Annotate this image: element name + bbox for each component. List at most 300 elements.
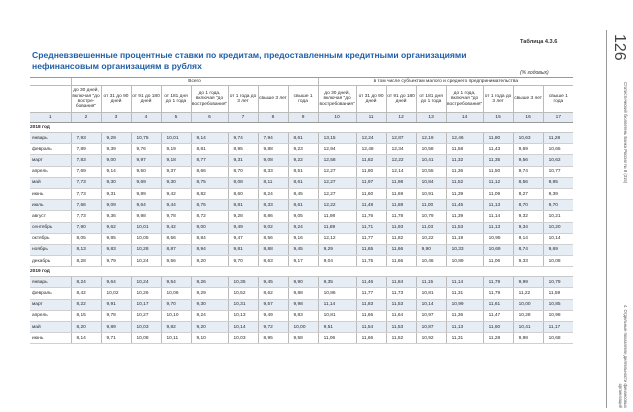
rate-cell: 11,66 [356,310,386,321]
rate-cell: 8,27 [513,188,543,199]
rate-cell: 9,71 [101,333,131,344]
rate-cell: 9,89 [101,322,131,333]
rate-cell: 11,66 [386,256,416,267]
rate-cell: 11,53 [386,322,416,333]
rate-cell: 9,88 [288,288,318,299]
rate-cell: 9,26 [191,277,228,288]
rate-cell: 9,32 [513,211,543,222]
rate-cell: 9,56 [513,155,543,166]
rate-cell: 10,79 [416,211,446,222]
rate-cell: 13,15 [318,133,356,144]
year-label: 2018 год [30,123,573,133]
column-header: от 181 дня до 1 года [416,86,446,113]
rate-cell: 11,80 [483,133,513,144]
rate-cell: 8,81 [228,200,258,211]
column-number: 12 [386,113,416,123]
month-cell: февраль [30,144,71,155]
rate-cell: 11,14 [318,299,356,310]
rate-cell: 9,78 [161,211,191,222]
rate-cell: 11,66 [356,333,386,344]
rate-cell: 10,11 [161,333,191,344]
rate-cell: 9,29 [101,133,131,144]
rate-cell: 9,95 [543,177,573,188]
rate-cell: 9,24 [191,310,228,321]
rate-cell: 9,98 [288,299,318,310]
rate-cell: 11,09 [483,188,513,199]
column-header: от 31 до 90 дней [356,86,386,113]
rate-cell: 11,84 [386,277,416,288]
month-cell: июнь [30,188,71,199]
rate-cell: 11,77 [356,233,386,244]
rate-cell: 10,14 [228,322,258,333]
rate-cell: 8,56 [258,233,288,244]
rate-cell: 11,98 [386,177,416,188]
rate-cell: 9,90 [416,244,446,255]
rate-cell: 9,74 [228,133,258,144]
column-number: 15 [483,113,513,123]
rate-cell: 8,60 [228,188,258,199]
rate-cell: 11,77 [356,288,386,299]
rate-cell: 11,32 [446,155,483,166]
rate-cell: 9,74 [513,166,543,177]
header-all: Всего [71,78,318,86]
table-row [30,200,573,211]
rate-cell: 7,83 [71,155,101,166]
rate-cell: 9,33 [513,256,543,267]
rate-cell: 9,28 [228,211,258,222]
rate-cell: 11,58 [446,144,483,155]
rate-cell: 9,04 [318,256,356,267]
rate-cell: 11,13 [446,322,483,333]
rate-cell: 10,84 [416,177,446,188]
rate-cell: 8,86 [258,211,288,222]
rate-cell: 9,97 [131,155,161,166]
rate-cell: 12,27 [318,166,356,177]
column-number: 2 [71,113,101,123]
rate-cell: 11,83 [356,299,386,310]
rate-cell: 9,47 [228,233,258,244]
rate-cell: 8,11 [258,177,288,188]
rate-cell: 10,06 [161,288,191,299]
rate-cell: 10,97 [416,310,446,321]
rate-cell: 9,62 [101,222,131,233]
column-header: свыше 1 года [543,86,573,113]
rate-cell: 8,63 [258,256,288,267]
column-header: свыше 1 года [288,86,318,113]
rate-cell: 9,36 [101,211,131,222]
rate-cell: 9,00 [101,155,131,166]
rate-cell: 11,60 [356,188,386,199]
rate-cell: 11,93 [386,222,416,233]
table-row [30,233,573,244]
rate-cell: 12,87 [386,133,416,144]
rate-cell: 9,37 [161,166,191,177]
column-header: до 30 дней, включая "до востребования" [71,86,101,113]
rate-cell: 12,48 [356,144,386,155]
rate-cell: 11,36 [446,166,483,177]
rate-cell: 10,91 [416,188,446,199]
rate-cell: 8,81 [191,144,228,155]
rate-cell: 9,30 [161,177,191,188]
rate-cell: 12,22 [386,155,416,166]
rate-cell: 11,31 [446,333,483,344]
rate-cell: 12,12 [318,233,356,244]
rate-cell: 8,14 [71,333,101,344]
rate-cell: 11,82 [356,155,386,166]
units-label: (% годовых) [520,70,549,76]
month-cell: декабрь [30,256,71,267]
rate-cell: 9,19 [161,144,191,155]
column-number: 1 [30,113,71,123]
rate-cell: 7,73 [71,177,101,188]
rate-cell: 11,52 [446,177,483,188]
rate-cell: 8,56 [161,233,191,244]
rate-cell: 10,62 [543,155,573,166]
rate-cell: 7,90 [71,222,101,233]
table-row [30,288,573,299]
rate-cell: 12,24 [356,133,386,144]
table-row [30,244,573,255]
rate-cell: 9,29 [318,244,356,255]
rates-table-body [30,113,573,344]
rate-cell: 9,81 [228,244,258,255]
rate-cell: 10,52 [228,288,258,299]
rate-cell: 9,49 [258,310,288,321]
rate-cell: 12,46 [446,133,483,144]
rate-cell: 11,36 [446,310,483,321]
rate-cell: 9,08 [228,177,258,188]
header-group-row [30,78,573,86]
header-columns-row [30,86,573,113]
month-cell: август [30,211,71,222]
rate-cell: 9,00 [191,222,228,233]
rate-cell: 11,50 [483,166,513,177]
rate-cell: 8,95 [258,333,288,344]
rate-cell: 9,88 [258,144,288,155]
rate-cell: 8,05 [71,233,101,244]
column-header: от 181 дня до 1 года [161,86,191,113]
rate-cell: 8,20 [71,322,101,333]
rate-cell: 10,08 [131,333,161,344]
rate-cell: 9,14 [513,233,543,244]
rate-cell: 11,22 [513,288,543,299]
month-cell: январь [30,277,71,288]
rate-cell: 8,84 [191,233,228,244]
rate-cell: 10,03 [131,322,161,333]
rate-cell: 10,14 [416,299,446,310]
rate-cell: 11,47 [483,310,513,321]
table-title: Средневзвешенные процентные ставки по кредитам, предоставленным кредитными организациями нефинансовым организациям в рублях [32,50,467,71]
rate-cell: 11,61 [483,299,513,310]
rate-cell: 10,10 [161,310,191,321]
month-cell: февраль [30,288,71,299]
rate-cell: 8,94 [191,244,228,255]
rate-cell: 8,61 [288,177,318,188]
rate-cell: 10,05 [131,233,161,244]
rate-cell: 9,69 [513,144,543,155]
rate-cell: 9,85 [101,233,131,244]
rate-cell: 12,27 [318,177,356,188]
page-number: 126 [611,34,628,61]
rate-cell: 12,27 [318,188,356,199]
rate-cell: 10,85 [543,299,573,310]
rate-cell: 9,82 [161,322,191,333]
rate-cell: 8,75 [191,177,228,188]
rate-cell: 9,20 [191,256,228,267]
column-number: 5 [161,113,191,123]
rate-cell: 11,17 [543,322,573,333]
rate-cell: 10,27 [131,310,161,321]
rate-cell: 7,69 [71,166,101,177]
rate-cell: 8,74 [513,244,543,255]
rate-cell: 8,33 [258,200,288,211]
rate-cell: 10,24 [131,256,161,267]
rate-cell: 9,14 [191,133,228,144]
column-number: 14 [446,113,483,123]
month-cell: апрель [30,166,71,177]
rate-cell: 8,72 [191,211,228,222]
table-row [30,133,573,144]
rate-cell: 9,45 [288,244,318,255]
rate-cell: 10,28 [131,244,161,255]
rate-cell: 10,86 [318,288,356,299]
rate-cell: 9,56 [161,256,191,267]
rates-table [30,77,573,344]
rate-cell: 11,78 [386,211,416,222]
header-sme: в том числе субъектам малого и среднего предпринимательства [318,78,573,86]
rate-cell: 10,35 [228,277,258,288]
rate-cell: 9,31 [101,188,131,199]
rate-cell: 8,45 [288,188,318,199]
rate-cell: 10,01 [131,222,161,233]
column-header: от 31 до 90 дней [101,86,131,113]
rate-cell: 9,09 [101,200,131,211]
rate-cell: 9,30 [191,299,228,310]
rate-cell: 8,88 [258,244,288,255]
rate-cell: 10,14 [543,233,573,244]
rate-cell: 9,58 [288,333,318,344]
rate-cell: 9,69 [543,244,573,255]
column-number: 6 [191,113,228,123]
rate-cell: 10,22 [416,233,446,244]
rate-cell: 10,81 [318,310,356,321]
rate-cell: 11,73 [386,288,416,299]
rate-cell: 9,29 [191,288,228,299]
rate-cell: 9,90 [288,277,318,288]
month-cell: май [30,322,71,333]
rate-cell: 10,99 [446,299,483,310]
year-row [30,267,573,277]
month-cell: июль [30,200,71,211]
rate-cell: 8,61 [288,133,318,144]
rate-cell: 11,60 [483,322,513,333]
rate-cell: 9,05 [288,211,318,222]
rate-cell: 7,73 [71,188,101,199]
rate-cell: 9,39 [543,188,573,199]
rate-cell: 9,39 [101,144,131,155]
rate-cell: 11,46 [356,277,386,288]
table-row [30,333,573,344]
column-header: до 30 дней, включая "до востребования" [318,86,356,113]
rate-cell: 9,78 [101,310,131,321]
rate-cell: 9,23 [288,144,318,155]
rate-cell: 8,70 [513,200,543,211]
rate-cell: 11,39 [446,211,483,222]
rate-cell: 10,89 [446,256,483,267]
rate-cell: 9,51 [318,322,356,333]
rate-cell: 10,31 [228,299,258,310]
column-header: от 91 до 180 дней [131,86,161,113]
column-number: 4 [131,113,161,123]
rate-cell: 10,63 [513,133,543,144]
rate-cell: 8,61 [288,200,318,211]
rate-cell: 11,14 [483,211,513,222]
rate-cell: 8,13 [71,244,101,255]
month-cell: апрель [30,310,71,321]
rate-cell: 8,66 [191,166,228,177]
rate-cell: 11,59 [543,288,573,299]
rate-cell: 11,69 [386,188,416,199]
rate-cell: 11,98 [318,211,356,222]
rate-cell: 10,00 [288,322,318,333]
rate-cell: 9,76 [131,144,161,155]
column-header: от 1 года до 3 лет [228,86,258,113]
rate-cell: 9,10 [191,333,228,344]
rate-cell: 10,28 [513,310,543,321]
month-cell: октябрь [30,233,71,244]
column-header: до 1 года, включая "до востребования" [446,86,483,113]
rate-cell: 10,46 [416,256,446,267]
rate-cell: 9,18 [161,155,191,166]
rate-cell: 9,35 [318,277,356,288]
year-row [30,123,573,133]
rate-cell: 10,13 [228,310,258,321]
year-label: 2019 год [30,267,573,277]
rate-cell: 8,24 [258,188,288,199]
rate-cell: 10,68 [543,333,573,344]
table-row [30,299,573,310]
rate-cell: 9,24 [288,222,318,233]
rate-cell: 11,13 [483,200,513,211]
table-row [30,277,573,288]
month-cell: июнь [30,333,71,344]
rate-cell: 9,17 [288,256,318,267]
rate-cell: 11,71 [356,222,386,233]
table-row [30,155,573,166]
rate-cell: 9,20 [191,322,228,333]
rate-cell: 9,16 [288,233,318,244]
column-number: 7 [228,113,258,123]
rate-cell: 11,76 [356,211,386,222]
header-corner [30,78,71,86]
month-cell: май [30,177,71,188]
rate-cell: 11,89 [318,222,356,233]
rate-cell: 8,70 [228,166,258,177]
rate-cell: 9,64 [131,200,161,211]
rate-cell: 9,02 [258,222,288,233]
rate-cell: 10,41 [513,322,543,333]
rate-cell: 11,82 [386,233,416,244]
month-cell: сентябрь [30,222,71,233]
rate-cell: 10,26 [131,288,161,299]
rate-cell: 11,97 [356,177,386,188]
rate-cell: 9,98 [131,211,161,222]
rate-cell: 10,08 [543,256,573,267]
rate-cell: 10,00 [513,299,543,310]
rate-cell: 8,75 [191,200,228,211]
rate-cell: 9,54 [161,277,191,288]
rate-cell: 12,22 [318,200,356,211]
rate-cell: 9,72 [258,322,288,333]
column-header: свыше 3 лет [513,86,543,113]
rates-table-container [30,77,573,344]
rate-cell: 11,39 [446,188,483,199]
table-row [30,166,573,177]
rate-cell: 9,89 [131,188,161,199]
rate-cell: 9,83 [288,310,318,321]
rate-cell: 10,20 [543,222,573,233]
side-margin [598,30,628,408]
header-month-cell [30,86,71,113]
rate-cell: 9,34 [513,222,543,233]
rate-cell: 10,01 [161,133,191,144]
rate-cell: 11,03 [416,222,446,233]
rate-cell: 11,28 [543,133,573,144]
rate-cell: 10,65 [543,144,573,155]
rate-cell: 7,73 [71,211,101,222]
rate-cell: 10,55 [416,166,446,177]
rate-cell: 7,94 [258,133,288,144]
table-row [30,188,573,199]
rate-cell: 11,53 [386,299,416,310]
rate-cell: 9,99 [513,277,543,288]
rate-cell: 11,45 [446,200,483,211]
rate-cell: 11,00 [416,200,446,211]
month-cell: март [30,299,71,310]
rate-cell: 8,87 [161,244,191,255]
rate-cell: 9,98 [513,333,543,344]
rate-cell: 10,95 [483,233,513,244]
column-number: 8 [258,113,288,123]
column-number: 17 [543,113,573,123]
rate-cell: 9,64 [101,277,131,288]
month-cell: январь [30,133,71,144]
rate-cell: 11,52 [386,333,416,344]
column-header: свыше 3 лет [258,86,288,113]
rate-cell: 9,79 [101,256,131,267]
rate-cell: 11,06 [483,256,513,267]
column-number: 10 [318,113,356,123]
rate-cell: 11,15 [416,277,446,288]
rate-cell: 9,42 [161,188,191,199]
rate-cell: 8,42 [71,288,101,299]
column-number: 11 [356,113,386,123]
rate-cell: 8,24 [71,277,101,288]
column-numbers-row [30,113,573,123]
rate-cell: 8,56 [513,177,543,188]
rate-cell: 9,50 [131,166,161,177]
rate-cell: 9,70 [228,256,258,267]
rate-cell: 10,03 [228,333,258,344]
rate-cell: 12,94 [318,144,356,155]
rate-cell: 11,66 [386,244,416,255]
rate-cell: 10,98 [543,310,573,321]
rate-cell: 10,17 [131,299,161,310]
table-row [30,144,573,155]
rate-cell: 11,06 [318,333,356,344]
rate-cell: 9,08 [258,155,288,166]
rate-cell: 11,19 [446,233,483,244]
